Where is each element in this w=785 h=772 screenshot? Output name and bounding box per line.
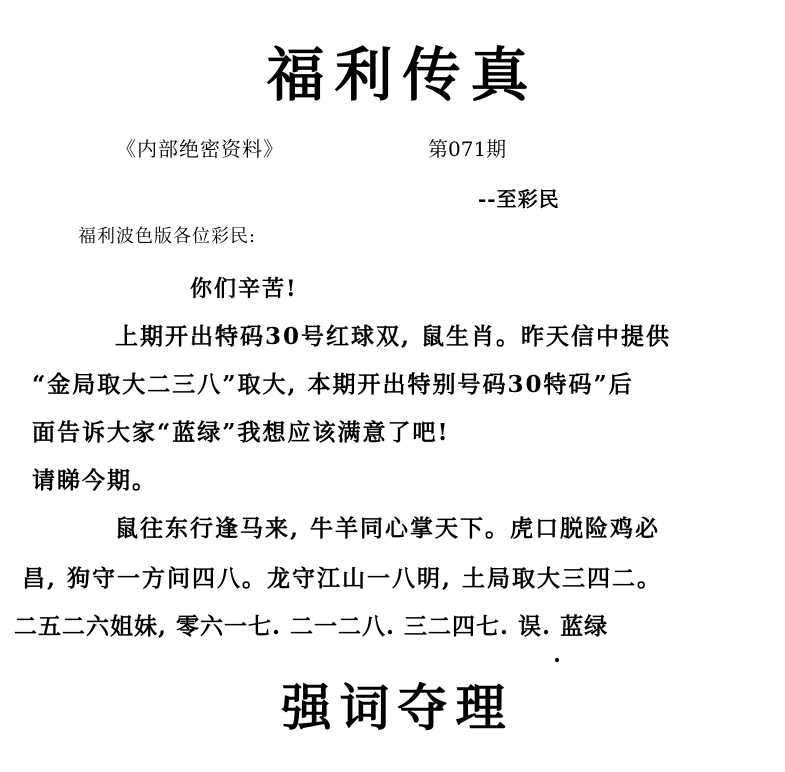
body-line: “金局取大二三八”取大, 本期开出特别号码30特码”后 [32,371,634,398]
salutation: 福利波色版各位彩民: [78,226,257,247]
body-line: 上期开出特码30号红球双, 鼠生肖。昨天信中提供 [115,323,672,350]
page-title: 福利传真 [266,41,539,109]
body-line: 面告诉大家“蓝绿”我想应该满意了吧! [32,419,450,446]
subtitle: 《内部绝密资料》 [116,137,284,161]
footer-title: 强词夺理 [281,678,514,737]
body-line: 昌, 狗守一方问四八。龙守江山一八明, 土局取大三四二。 [22,565,663,592]
body-line: 鼠往东行逢马来, 牛羊同心掌天下。虎口脱险鸡必 [115,515,661,542]
ink-dot [555,658,559,662]
body-line: 二五二六姐妹, 零六一七. 二一二八. 三二四七. 误. 蓝绿 [14,613,609,640]
issue-number: 第071期 [428,137,507,161]
body-line: 请睇今期。 [32,467,157,494]
signer: --至彩民 [478,187,560,211]
greeting: 你们辛苦! [190,276,298,302]
